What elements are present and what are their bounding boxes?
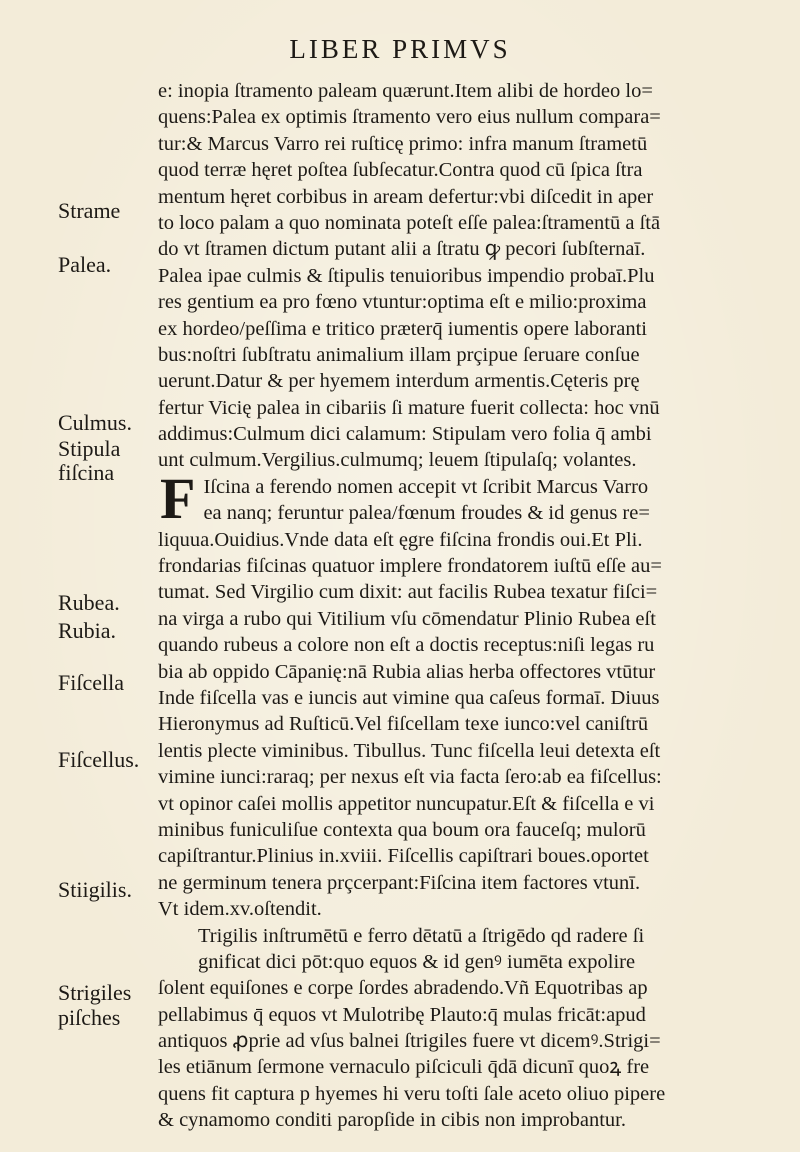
text-line: unt culmum.Vergilius.culmumq; leuem ſtipulaſq; volantes. <box>158 449 637 472</box>
text-line: antiquos ꝓprie ad vſus balnei ſtrigiles fuere vt dicemꝰ.Strigi= <box>158 1030 661 1053</box>
text-line: capiſtrantur.Plinius in.xviii. Fiſcellis capiſtrari boues.oportet <box>158 845 649 868</box>
text-line: tur:& Marcus Varro rei ruſticę primo: infra manum ſtrametū <box>158 132 648 155</box>
initial-letter: F <box>160 465 196 531</box>
text-line: vimine iunci:raraq; per nexus eſt via facta ſero:ab ea fiſcellus: <box>158 766 662 789</box>
text-line: minibus funiculiſue contexta qua boum ora fauceſq; mulorū <box>158 818 646 841</box>
margin-note-rubea: Rubea. <box>58 590 120 615</box>
text-line: lentis plecte viminibus. Tibullus. Tunc fiſcella leui detexta eſt <box>158 739 661 762</box>
text-line: bus:noſtri ſubſtratu animalium illam prçipue ſeruare conſue <box>158 343 640 366</box>
text-line: res gentium ea pro fœno vtuntur:optima eſt e milio:proxima <box>158 291 647 314</box>
text-line: & cynamomo conditi paropſide in cibis non improbantur. <box>158 1109 627 1132</box>
margin-note-rubia: Rubia. <box>58 618 117 643</box>
margin-note-fiscella: Fiſcella <box>58 670 124 695</box>
text-line: to loco palam a quo nominata poteſt eſſe palea:ſtramentū a ſtā <box>158 211 661 234</box>
margin-note-culmus: Culmus. <box>58 410 132 435</box>
text-line: addimus:Culmum dici calamum: Stipulam vero folia q̄ ambi <box>158 423 652 446</box>
text-line: Vt idem.xv.oſtendit. <box>158 898 322 921</box>
text-line: quens fit captura p hyemes hi veru toſti ſale aceto oliuo pipere <box>158 1082 666 1105</box>
paragraph-fiscina <box>158 465 798 531</box>
margin-note-strigiles: Strigiles <box>58 980 132 1005</box>
text-line: pellabimus q̄ equos vt Mulotribę Plauto:q̄ mulas fricāt:apud <box>158 1003 646 1026</box>
text-line: uerunt.Datur & per hyemem interdum armentis.Cęteris prę <box>158 370 640 393</box>
text-line: frondarias fiſcinas quatuor implere frondatorem iuſtū eſſe au= <box>158 555 662 578</box>
text-line: ſolent equiſones e corpe ſordes abradendo.Vñ Equotribas ap <box>158 977 648 1000</box>
text-line: do vt ſtramen dictum putant alii a ſtratu ꝙ pecori ſubſternaī. <box>158 238 646 261</box>
text-line: ea nanq; feruntur palea/fœnum froudes & id genus re= <box>203 502 650 525</box>
text-line: Trigilis inſtrumētū e ferro dētatū a ſtrigēdo qd radere ſi <box>198 924 645 947</box>
margin-note-fiscellus: Fiſcellus. <box>58 747 140 772</box>
text-line: na virga a rubo qui Vitilium vſu cōmendatur Plinio Rubea eſt <box>158 607 656 630</box>
text-line: liquua.Ouidius.Vnde data eſt ęgre fiſcina frondis oui.Et Pli. <box>158 528 643 551</box>
text-line: quando rubeus a colore non eſt a doctis receptus:niſi legas ru <box>158 634 655 657</box>
text-line: quod terræ hęret poſtea ſubſecatur.Contra quod cū ſpica ſtra <box>158 159 643 182</box>
running-head: LIBER PRIMVS <box>289 34 511 64</box>
margin-note-stipula: Stipula <box>58 436 121 461</box>
margin-note-strame: Strame <box>58 198 121 223</box>
margin-note-strigilis: Stiigilis. <box>58 877 132 902</box>
text-line: Iſcina a ferendo nomen accepit vt ſcribit Marcus Varro <box>203 475 649 498</box>
text-line: Inde fiſcella vas e iuncis aut vimine qua caſeus formaī. Diuus <box>158 686 660 709</box>
text-line: les etiānum ſermone vernaculo piſciculi q̄dā dicunī quoꝝ fre <box>158 1056 650 1079</box>
margin-note-fiscina: fiſcina <box>58 460 115 485</box>
text-line: gnificat dici pōt:quo equos & id genꝰ iumēta expolire <box>198 950 636 973</box>
text-line: Palea ipae culmis & ſtipulis tenuioribus impendio probaī.Plu <box>158 264 655 287</box>
main-text <box>158 78 798 1134</box>
margin-note-pisches: piſches <box>58 1005 121 1030</box>
margin-note-palea: Palea. <box>58 252 112 277</box>
text-line: quens:Palea ex optimis ſtramento vero eius nullum compara= <box>158 106 661 129</box>
text-line: ex hordeo/peſſima e tritico præterq̄ iumentis opere laboranti <box>158 317 647 340</box>
text-line: bia ab oppido Cāpanię:nā Rubia alias herba offectores vtūtur <box>158 660 656 683</box>
text-line: tumat. Sed Virgilio cum dixit: aut facilis Rubea texatur fiſci= <box>158 581 658 604</box>
text-line: fertur Vicię palea in cibariis ſi mature fuerit collecta: hoc vnū <box>158 396 660 419</box>
text-line: ne germinum tenera prçcerpant:Fiſcina item factores vtunī. <box>158 871 641 894</box>
text-line: vt opinor caſei mollis appetitor nuncupatur.Eſt & fiſcella e vi <box>158 792 655 815</box>
text-line: e: inopia ſtramento paleam quærunt.Item alibi de hordeo lo= <box>158 80 653 102</box>
text-line: Hieronymus ad Ruſticū.Vel fiſcellam texe iunco:vel caniſtrū <box>158 713 649 736</box>
text-line: mentum hęret corbibus in aream defertur:vbi diſcedit in aper <box>158 185 654 208</box>
